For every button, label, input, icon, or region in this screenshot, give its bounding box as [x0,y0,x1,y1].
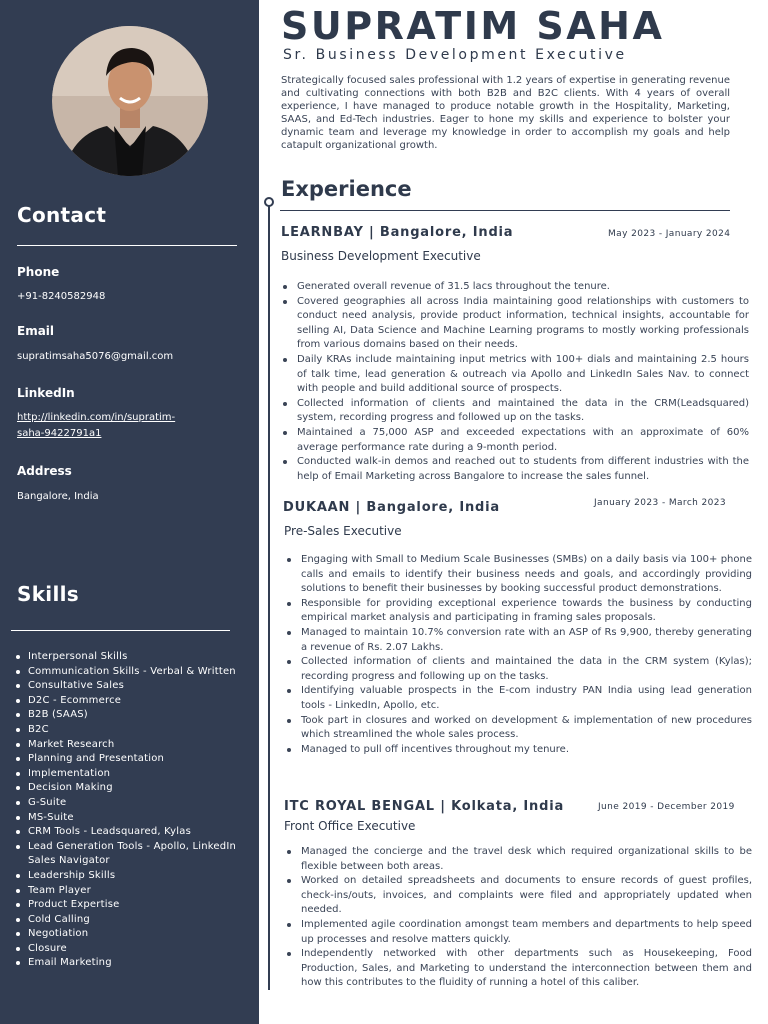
skill-item: Cold Calling [16,913,256,928]
job-dates: January 2023 - March 2023 [594,498,727,508]
job-company: DUKAAN | Bangalore, India [283,500,500,515]
job-bullet: Independently networked with other departments such as Housekeeping, Food Production, Sales, and Marketing to understand the interconnection between them and how this contributes to the fluidity of running a hotel of this caliber. [284,947,752,991]
job-dates: May 2023 - January 2024 [608,229,731,239]
skill-item: Team Player [16,884,256,899]
contact-divider [17,245,237,246]
job-company: LEARNBAY | Bangalore, India [281,225,514,240]
linkedin-label: LinkedIn [17,386,75,400]
job-bullet: Covered geographies all across India maintaining good relationships with customers to conduct need analysis, provide product information, technical insights, accountable for selling AI, Data Science and Machine Learning programs to mostly working professionals from various domains based on their needs. [280,295,749,353]
contact-heading: Contact [17,203,107,227]
phone-label: Phone [17,265,60,279]
skill-item: Closure [16,942,256,957]
skill-item: CRM Tools - Leadsquared, Kylas [16,825,256,840]
job-bullet: Worked on detailed spreadsheets and documents to ensure records of guest profiles, check-ins/outs, invoices, and complaints were filed and appropriately updated when needed. [284,874,752,918]
job-bullet: Implemented agile coordination amongst team members and departments to help speed up processes and resolve matters quickly. [284,918,752,947]
skill-item: Communication Skills - Verbal & Written [16,665,256,680]
email-value: supratimsaha5076@gmail.com [17,351,174,362]
profile-photo [52,26,208,176]
skill-item: MS-Suite [16,811,256,826]
job-bullet: Managed the concierge and the travel desk which required organizational skills to be flexible between both areas. [284,845,752,874]
skills-divider [11,630,230,631]
experience-heading: Experience [281,177,412,201]
timeline-line [268,204,270,990]
timeline-dot [264,197,274,207]
address-label: Address [17,464,72,478]
skill-item: Implementation [16,767,256,782]
job-bullets [280,280,749,484]
phone-value: +91-8240582948 [17,291,106,302]
skill-item: Negotiation [16,927,256,942]
job-bullet: Managed to pull off incentives throughout my tenure. [284,743,752,758]
linkedin-link-line-2[interactable]: saha-9422791a1 [17,428,102,439]
job-bullet: Generated overall revenue of 31.5 lacs throughout the tenure. [280,280,749,295]
skills-heading: Skills [17,582,79,606]
skill-item: G-Suite [16,796,256,811]
job-bullet: Conducted walk-in demos and reached out to students from different industries with the help of Email Marketing across Bangalore to increase the sales funnel. [280,455,749,484]
job-bullet: Collected information of clients and maintained the data in the CRM system (Kylas); recording progress and following up on the tasks. [284,655,752,684]
job-dates: June 2019 - December 2019 [598,802,735,812]
job-company: ITC ROYAL BENGAL | Kolkata, India [284,799,565,814]
skill-item: Lead Generation Tools - Apollo, LinkedIn Sales Navigator [16,840,256,869]
job-bullet: Daily KRAs include maintaining input metrics with 100+ dials and maintaining 2.5 hours of talk time, lead generation & outreach via Apollo and LinkedIn Sales Nav. to connect with people and build additional source of prospects. [280,353,749,397]
sidebar [0,0,259,1024]
skill-item: Product Expertise [16,898,256,913]
job-bullet: Engaging with Small to Medium Scale Businesses (SMBs) on a daily basis via 100+ phone calls and emails to identify their business needs and goals, and accordingly providing solutions to benefit their businesses by booking successful product demonstrations. [284,553,752,597]
job-bullet: Maintained a 75,000 ASP and exceeded expectations with an approximate of 60% average performance rate during a 9-month period. [280,426,749,455]
address-value: Bangalore, India [17,491,99,502]
skill-item: Decision Making [16,781,256,796]
linkedin-link[interactable] [17,410,237,442]
skill-item: B2B (SAAS) [16,708,256,723]
job-bullets [284,553,752,757]
job-bullet: Identifying valuable prospects in the E-com industry PAN India using lead generation tools - LinkedIn, Apollo, etc. [284,684,752,713]
job-bullets [284,845,752,991]
profile-summary: Strategically focused sales professional with 1.2 years of expertise in generating revenue and cultivating connections with both B2B and B2C clients. With 4 years of overall experience, I have managed to produce notable growth in the Hospitality, Marketing, SAAS, and Ed-Tech industries. Eager to hone my skills and experience to bolster your dynamic team and leverage my knowledge in order to accomplish my goals and help catapult organizational growth. [281,75,730,151]
skill-item: Planning and Presentation [16,752,256,767]
skills-list [16,650,256,971]
skill-item: Consultative Sales [16,679,256,694]
candidate-title: Sr. Business Development Executive [283,47,627,63]
skill-item: Leadership Skills [16,869,256,884]
experience-divider [280,210,730,211]
job-role: Front Office Executive [284,819,416,833]
skill-item: Market Research [16,738,256,753]
profile-photo-image [52,26,208,176]
candidate-name: SUPRATIM SAHA [281,4,665,48]
skill-item: Email Marketing [16,956,256,971]
skill-item: D2C - Ecommerce [16,694,256,709]
skill-item: Interpersonal Skills [16,650,256,665]
job-bullet: Took part in closures and worked on development & implementation of new procedures which streamlined the whole sales process. [284,714,752,743]
job-bullet: Collected information of clients and maintained the data in the CRM(Leadsquared) system, recording progress and followed up on the tasks. [280,397,749,426]
job-bullet: Responsible for providing exceptional experience towards the business by conducting empirical market analysis and participating in framing sales proposals. [284,597,752,626]
linkedin-link-line-1[interactable]: http://linkedin.com/in/supratim- [17,412,176,423]
job-role: Pre-Sales Executive [284,524,402,538]
job-role: Business Development Executive [281,249,481,263]
skill-item: B2C [16,723,256,738]
job-bullet: Managed to maintain 10.7% conversion rate with an ASP of Rs 9,900, thereby generating a revenue of Rs. 2.07 Lakhs. [284,626,752,655]
email-label: Email [17,324,55,338]
